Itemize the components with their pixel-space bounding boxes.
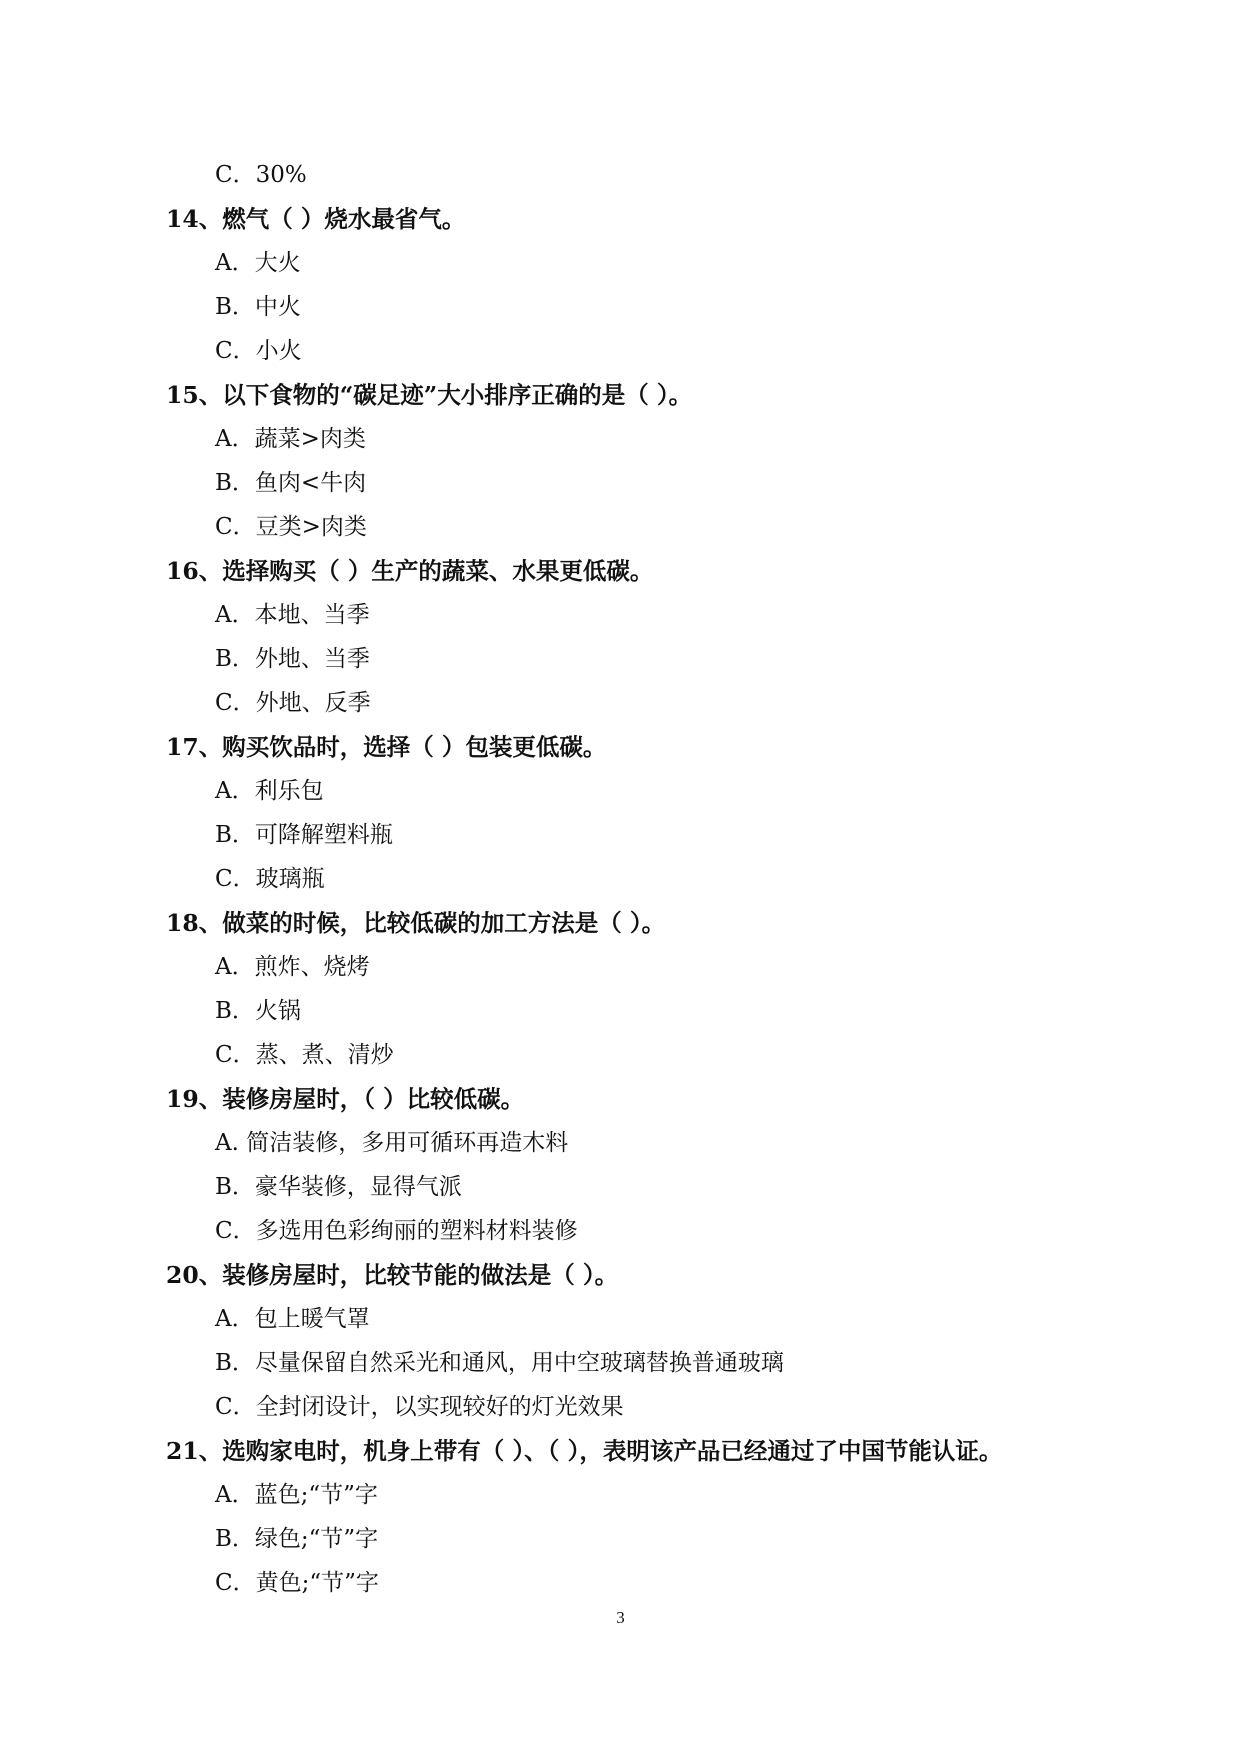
question-21: 21、选购家电时，机身上带有（ ）、（ ），表明该产品已经通过了中国节能认证。 [166,1437,1003,1465]
question-17: 17、购买饮品时，选择（ ）包装更低碳。 [166,733,607,761]
page-number: 3 [616,1608,625,1627]
question-14: 14、燃气（ ）烧水最省气。 [166,205,466,233]
option-a-q19: A. 简洁装修，多用可循环再造木料 [215,1130,569,1156]
question-20: 20、装修房屋时，比较节能的做法是（ ）。 [166,1261,619,1289]
option-c-q19: C．多选用色彩绚丽的塑料材料装修 [215,1218,578,1244]
question-15: 15、以下食物的“碳足迹”大小排序正确的是（ ）。 [166,381,693,409]
question-16: 16、选择购买（ ）生产的蔬菜、水果更低碳。 [166,557,654,585]
option-b-q14: B．中火 [215,294,301,320]
option-a-q18: A．煎炸、烧烤 [215,954,370,980]
option-c-q18: C．蒸、煮、清炒 [215,1042,394,1068]
option-b-q20: B．尽量保留自然采光和通风，用中空玻璃替换普通玻璃 [215,1350,784,1376]
option-b-q17: B．可降解塑料瓶 [215,822,393,848]
option-a-q14: A．大火 [215,250,301,276]
option-c-q15: C．豆类>肉类 [215,514,367,540]
option-c-q14: C．小火 [215,338,302,364]
option-b-q21: B．绿色;“节”字 [215,1526,379,1552]
option-b-q19: B．豪华装修，显得气派 [215,1174,462,1200]
question-list [166,153,1126,1605]
option-c-q21: C．黄色;“节”字 [215,1570,379,1596]
option-a-q17: A．利乐包 [215,778,324,804]
option-a-q16: A．本地、当季 [215,602,370,628]
option-a-q20: A．包上暖气罩 [215,1306,370,1332]
question-19: 19、装修房屋时，（ ）比较低碳。 [166,1085,525,1113]
option-c-q17: C．玻璃瓶 [215,866,325,892]
option-a-q15: A．蔬菜>肉类 [215,426,366,452]
option-c-q16: C．外地、反季 [215,690,371,716]
option-a-q21: A．蓝色;“节”字 [215,1482,378,1508]
option-b-q18: B．火锅 [215,998,301,1024]
question-18: 18、做菜的时候，比较低碳的加工方法是（ ）。 [166,909,666,937]
option-b-q15: B．鱼肉<牛肉 [215,470,367,496]
option-c-q20: C．全封闭设计，以实现较好的灯光效果 [215,1394,624,1420]
option-b-q16: B．外地、当季 [215,646,370,672]
option-c-q13: C．30% [215,162,307,188]
